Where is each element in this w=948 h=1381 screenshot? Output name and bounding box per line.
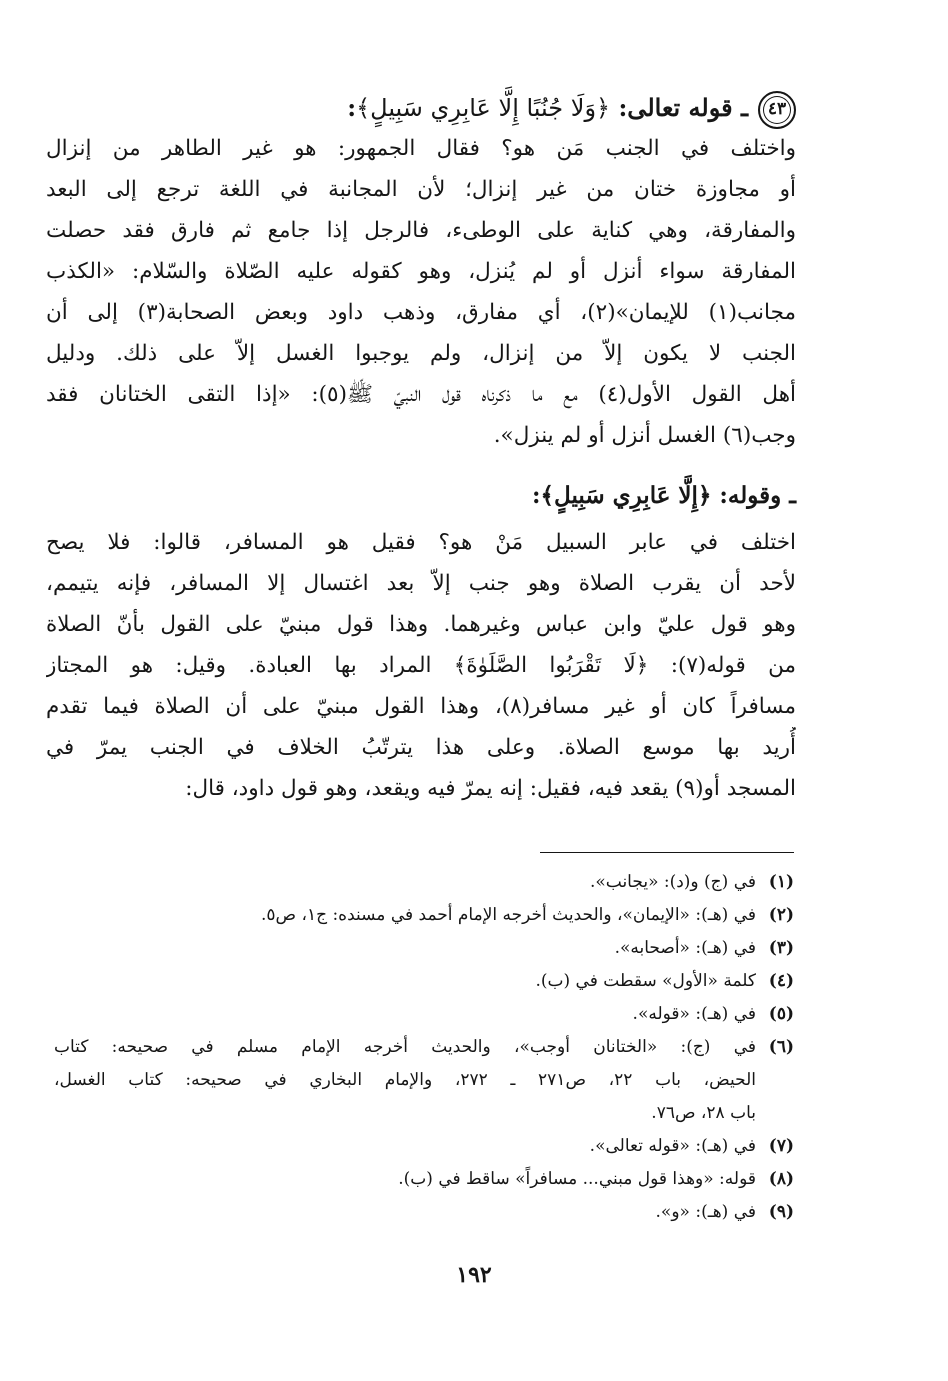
text-line: مسافراً كان أو غير مسافر(٨)، وهذا القول مبنيّ على أن الصلاة فيما تقدم xyxy=(46,694,796,719)
subheading-colon: : xyxy=(532,482,541,509)
footnote-text: في (هـ): «أصحابه». xyxy=(614,938,756,958)
text-line: أو مجاوزة ختان من غير إنزال؛ لأن المجانبة في اللغة ترجع إلى البعد xyxy=(46,177,796,202)
footnote-text: كلمة «الأول» سقطت في (ب). xyxy=(535,971,756,991)
text-line: أهل القول الأول(٤) مع ما ذكرناه قول النبيّ ﷺ(٥): «إذا التقى الختانان فقد xyxy=(46,382,796,407)
footnote-text: في (هـ): «قوله تعالى». xyxy=(589,1136,756,1156)
text-line: وهو قول عليّ وابن عباس وغيرهما. وهذا قول مبنيّ على القول بأنّ الصلاة xyxy=(46,612,796,637)
footnote-item xyxy=(54,1031,794,1064)
text-line: المفارقة سواء أنزل أو لم يُنزل، وهو كقوله عليه الصّلاة والسّلام: «الكذب xyxy=(46,259,796,284)
subheading-intro: ـ وقوله: xyxy=(711,482,796,509)
footnote-continuation: الحيض، باب ٢٢، ص٢٧١ ـ ٢٧٢، والإمام البخاري في صحيحه: كتاب الغسل، xyxy=(54,1070,756,1090)
text-line: أُريد بها موسع الصلاة. وعلى هذا يترتّبُ الخلاف في الجنب يمرّ في xyxy=(46,735,796,760)
footnote-item xyxy=(54,866,794,899)
heading-intro: ـ قوله تعالى: xyxy=(610,93,748,122)
footnote-item xyxy=(54,932,794,965)
text-line: من قوله(٧): ﴿لَا تَقْرَبُوا الصَّلَوٰةَ﴾ المراد بها العبادة. وقيل: هو المجتاز xyxy=(46,653,796,678)
text-line: مجانب(١) للإيمان»(٢)، أي مفارق، وذهب داود وبعض الصحابة(٣) إلى أن xyxy=(46,300,796,325)
footnote-text: قوله: «وهذا قول مبني... مسافراً» ساقط في (ب). xyxy=(398,1169,756,1189)
footnote-text: في (هـ): «الإيمان»، والحديث أخرجه الإمام أحمد في مسنده: ج١، ص٥. xyxy=(260,905,756,925)
footnotes xyxy=(54,866,794,1229)
footnote-item xyxy=(54,1163,794,1196)
heading-verse: ﴿وَلَا جُنُبًا إِلَّا عَابِرِي سَبِيلٍ﴾ xyxy=(356,94,611,122)
section-heading xyxy=(46,88,796,128)
text-line: الجنب لا يكون إلاّ من إنزال، ولم يوجبوا الغسل إلاّ على ذلك. ودليل xyxy=(46,341,796,366)
footnote-item xyxy=(54,965,794,998)
footnote-number: (٣) xyxy=(768,938,794,958)
footnote-item xyxy=(54,998,794,1031)
footnote-number: (٨) xyxy=(768,1169,794,1189)
text-line: اختلف في عابر السبيل مَنْ هو؟ فقيل هو المسافر، قالوا: فلا يصح xyxy=(46,530,796,555)
page-body xyxy=(46,88,796,809)
footnote-number: (٥) xyxy=(768,1004,794,1024)
footnote-number: (٢) xyxy=(768,905,794,925)
footnote-text: في (ج) و(د): «يجانب». xyxy=(589,872,756,892)
footnote-text: في (هـ): «و». xyxy=(655,1202,756,1222)
text-line: المسجد أو(٩) يقعد فيه، فقيل: إنه يمرّ فيه ويقعد، وهو قول داود، قال: xyxy=(185,776,796,801)
footnote-number: (١) xyxy=(768,872,794,892)
sub-heading xyxy=(46,470,796,522)
footnote-number: (٧) xyxy=(768,1136,794,1156)
heading-colon: : xyxy=(347,93,357,122)
footnote-number: (٩) xyxy=(768,1202,794,1222)
footnote-number: (٤) xyxy=(768,971,794,991)
footnote-text: في (هـ): «قوله». xyxy=(632,1004,756,1024)
text-line: واختلف في الجنب مَن هو؟ فقال الجمهور: هو غير الطاهر من إنزال xyxy=(46,136,796,161)
text-line: والمفارقة، وهي كناية على الوطىء، فالرجل إذا جامع ثم فارق فقد حصلت xyxy=(46,218,796,243)
footnote-text: في (ج): «الختانان أوجب»، والحديث أخرجه الإمام مسلم في صحيحه: كتاب xyxy=(54,1037,756,1057)
footnote-separator xyxy=(540,852,794,853)
footnote-number: (٦) xyxy=(768,1037,794,1057)
subheading-verse: ﴿إِلَّا عَابِرِي سَبِيلٍ﴾ xyxy=(540,482,712,509)
text-line: لأحد أن يقرب الصلاة وهو جنب إلاّ بعد اغتسال إلا المسافر، فإنه يتيمم، xyxy=(46,571,796,596)
text-line: وجب(٦) الغسل أنزل أو لم ينزل». xyxy=(493,423,796,448)
page-number: ١٩٢ xyxy=(456,1262,492,1288)
paragraph-junub xyxy=(46,128,796,456)
section-number-medallion: ٤٣ xyxy=(758,91,796,129)
footnote-item xyxy=(54,1196,794,1229)
footnote-item xyxy=(54,1130,794,1163)
footnote-item xyxy=(54,899,794,932)
paragraph-abir-sabil xyxy=(46,522,796,809)
footnote-continuation: باب ٢٨، ص٧٦. xyxy=(651,1103,756,1123)
